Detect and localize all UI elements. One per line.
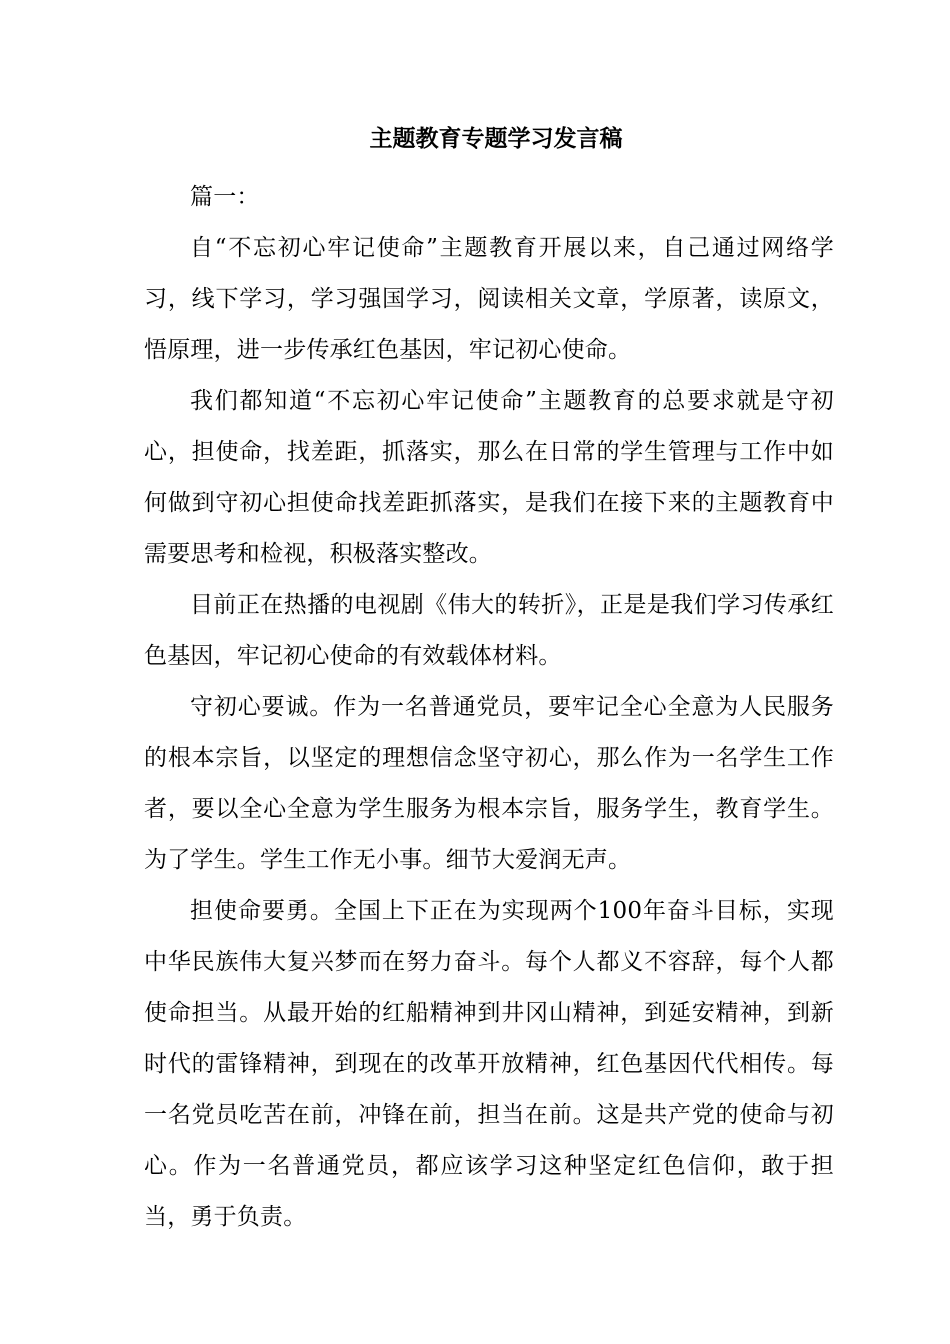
paragraph: 我们都知道“不忘初心牢记使命”主题教育的总要求就是守初心，担使命，找差距，抓落实，那么在日常的学生管理与工作中如何做到守初心担使命找差距抓落实，是我们在接下来的主题教育中需要思考和检视，积极落实整改。 — [144, 388, 834, 567]
paragraph: 担使命要勇。全国上下正在为实现两个100年奋斗目标，实现中华民族伟大复兴梦而在努力奋斗。每个人都义不容辞，每个人都使命担当。从最开始的红船精神到井冈山精神，到延安精神，到新时代的雷锋精神，到现在的改革开放精神，红色基因代代相传。每一名党员吃苦在前，冲锋在前，担当在前。这是共产党的使命与初心。作为一名普通党员，都应该学习这种坚定红色信仰，敢于担当，勇于负责。 — [144, 898, 834, 1230]
paragraph: 守初心要诚。作为一名普通党员，要牢记全心全意为人民服务的根本宗旨，以坚定的理想信念坚守初心，那么作为一名学生工作者，要以全心全意为学生服务为根本宗旨，服务学生，教育学生。为了学生。学生工作无小事。细节大爱润无声。 — [144, 694, 834, 873]
paragraph: 自“不忘初心牢记使命”主题教育开展以来，自己通过网络学习，线下学习，学习强国学习，阅读相关文章，学原著，读原文，悟原理，进一步传承红色基因，牢记初心使命。 — [144, 235, 834, 363]
document-body — [144, 172, 834, 1243]
paragraph: 目前正在热播的电视剧《伟大的转折》，正是是我们学习传承红色基因，牢记初心使命的有效载体材料。 — [144, 592, 834, 669]
document-title: 主题教育专题学习发言稿 — [369, 125, 623, 152]
paragraph-heading: 篇一： — [190, 184, 260, 210]
